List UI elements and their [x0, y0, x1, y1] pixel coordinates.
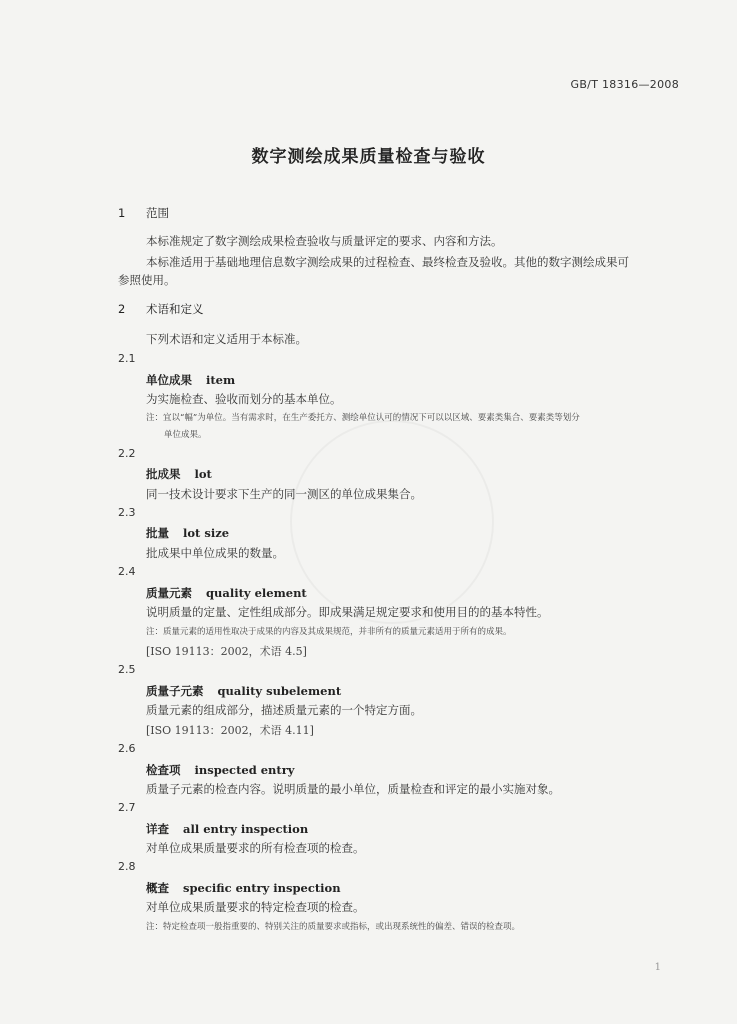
section-1-title: 范围 — [146, 206, 169, 220]
section-1-paragraph-1: 本标准规定了数字测绘成果检查验收与质量评定的要求、内容和方法。 — [146, 234, 503, 248]
term-heading — [146, 525, 229, 541]
term-heading — [146, 372, 235, 388]
watermark-seal — [290, 420, 494, 624]
term-cn: 详查 — [146, 822, 169, 836]
term-definition: 说明质量的定量、定性组成部分。即成果满足规定要求和使用目的的基本特性。 — [146, 605, 549, 619]
term-reference: [ISO 19113：2002，术语 4.11] — [146, 724, 314, 737]
term-definition: 为实施检查、验收而划分的基本单位。 — [146, 392, 342, 406]
term-note: 注：宜以“幅”为单位。当有需求时，在生产委托方、测绘单位认可的情况下可以以区域、要素类集合、要素类等划分 — [146, 413, 580, 423]
term-en: lot size — [183, 526, 230, 540]
term-heading — [146, 466, 212, 482]
term-definition: 批成果中单位成果的数量。 — [146, 546, 284, 560]
section-1-paragraph-2-cont: 参照使用。 — [118, 273, 176, 287]
clause-number: 2.7 — [118, 801, 136, 814]
term-definition: 质量元素的组成部分，描述质量元素的一个特定方面。 — [146, 703, 422, 717]
standard-number: GB/T 18316—2008 — [570, 78, 679, 91]
term-en: quality subelement — [217, 684, 342, 698]
section-2-intro: 下列术语和定义适用于本标准。 — [146, 332, 307, 346]
section-2-number: 2 — [118, 302, 126, 316]
clause-number: 2.6 — [118, 742, 136, 755]
term-heading — [146, 683, 341, 699]
clause-number: 2.3 — [118, 506, 136, 519]
term-definition: 质量子元素的检查内容。说明质量的最小单位，质量检查和评定的最小实施对象。 — [146, 782, 560, 796]
term-definition: 对单位成果质量要求的所有检查项的检查。 — [146, 841, 365, 855]
document-title: 数字测绘成果质量检查与验收 — [251, 147, 486, 167]
clause-number: 2.1 — [118, 352, 136, 365]
term-note-cont: 单位成果。 — [164, 430, 207, 440]
term-reference: [ISO 19113：2002，术语 4.5] — [146, 645, 307, 658]
term-en: lot — [194, 467, 212, 481]
page-number: 1 — [654, 962, 661, 973]
term-definition: 同一技术设计要求下生产的同一测区的单位成果集合。 — [146, 487, 422, 501]
term-en: all entry inspection — [183, 822, 309, 836]
term-cn: 单位成果 — [146, 373, 192, 387]
term-definition: 对单位成果质量要求的特定检查项的检查。 — [146, 900, 365, 914]
term-note: 注：特定检查项一般指重要的、特别关注的质量要求或指标，或出现系统性的偏差、错误的检查项。 — [146, 922, 521, 932]
term-heading — [146, 762, 294, 778]
clause-number: 2.5 — [118, 663, 136, 676]
term-cn: 质量子元素 — [146, 684, 204, 698]
term-heading — [146, 585, 307, 601]
section-1-heading — [118, 205, 169, 221]
term-heading — [146, 821, 308, 837]
section-2-title: 术语和定义 — [146, 302, 204, 316]
term-cn: 概查 — [146, 881, 169, 895]
section-1-paragraph-2: 本标准适用于基础地理信息数字测绘成果的过程检查、最终检查及验收。其他的数字测绘成果可 — [146, 255, 629, 269]
term-note: 注：质量元素的适用性取决于成果的内容及其成果规范，并非所有的质量元素适用于所有的成果。 — [146, 627, 512, 637]
clause-number: 2.4 — [118, 565, 136, 578]
term-en: quality element — [206, 586, 307, 600]
clause-number: 2.2 — [118, 447, 136, 460]
term-en: specific entry inspection — [183, 881, 341, 895]
clause-number: 2.8 — [118, 860, 136, 873]
section-1-number: 1 — [118, 206, 126, 220]
term-cn: 质量元素 — [146, 586, 192, 600]
term-en: inspected entry — [194, 763, 295, 777]
term-cn: 批成果 — [146, 467, 181, 481]
term-cn: 批量 — [146, 526, 169, 540]
term-en: item — [206, 373, 236, 387]
term-heading — [146, 880, 341, 896]
section-2-heading — [118, 301, 204, 317]
term-cn: 检查项 — [146, 763, 181, 777]
